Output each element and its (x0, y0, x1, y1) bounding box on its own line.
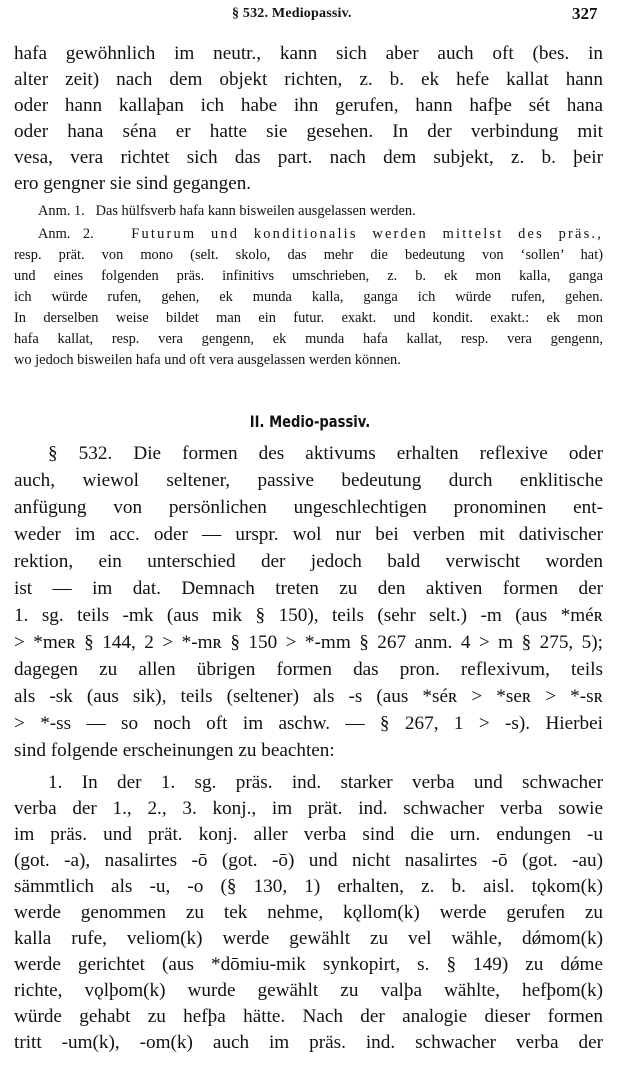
text-line: richte, vǫlþom(k) wurde gewählt zu valþa wählte, hefþom(k) (14, 980, 603, 1001)
text-line: 1. sg. teils -mk (aus mik § 150), teils (sehr selt.) -m (aus *méʀ (14, 605, 603, 626)
text-line: werde genommen zu tek nehme, kǫllom(k) werde gerufen zu (14, 902, 603, 923)
text-line: verba der 1., 2., 3. konj., im prät. ind. schwacher verba sowie (14, 798, 603, 819)
text-line: vesa, vera richtet sich das part. nach dem subjekt, z. b. þeir (14, 147, 603, 168)
note-text: Das hülfsverb hafa kann bisweilen ausgelassen werden. (95, 203, 416, 219)
text-line: (got. -a), nasalirtes -ō (got. -ō) und nicht nasalirtes -ō (got. -au) (14, 850, 603, 871)
section-heading: II. Medio-passiv. (249, 412, 371, 431)
text-line: > *-ss — so noch oft im aschw. — § 267, 1 > -s). Hierbei (14, 713, 603, 734)
text-line: ist — im dat. Demnach treten zu den aktiven formen der (14, 578, 603, 599)
text-line: tritt -um(k), -om(k) auch im präs. ind. schwacher verba der (14, 1032, 603, 1053)
text-line: sämmtlich als -u, -o (§ 130, 1) erhalten, z. b. aisl. tǫkom(k) (14, 876, 603, 897)
text-line: ero gengner sie sind gegangen. (14, 173, 252, 194)
text-line: anfügung von persönlichen ungeschlechtigen pronominen ent- (14, 497, 603, 518)
note-label: Anm. 2. (38, 226, 94, 242)
text-line: rektion, ein unterschied der jedoch bald verwischt worden (14, 551, 603, 572)
note-line: wo jedoch bisweilen hafa und oft vera ausgelassen werden können. (14, 352, 401, 368)
note-label: Anm. 1. (38, 203, 85, 219)
note-line: ich würde rufen, gehen, ek munda kalla, ganga ich würde rufen, gehen. (14, 289, 603, 305)
text-line: auch, wiewol seltener, passive bedeutung durch enklitische (14, 470, 603, 491)
text-line: würde gehabt zu hefþa hätte. Nach der analogie dieser formen (14, 1006, 603, 1027)
note-line (14, 224, 603, 245)
running-header-title: § 532. Mediopassiv. (232, 6, 352, 21)
text-line: im präs. und prät. konj. aller verba sind die urn. endungen -u (14, 824, 603, 845)
note-line: resp. prät. von mono (selt. skolo, das mehr die bedeutung von ‘sollen’ hat) (14, 247, 603, 263)
note-line: hafa kallat, resp. vera gengenn, ek munda hafa kallat, resp. vera gengenn, (14, 331, 603, 347)
note-line (14, 201, 603, 222)
text-line: hafa gewöhnlich im neutr., kann sich aber auch oft (bes. in (14, 43, 603, 64)
page-number: 327 (572, 4, 598, 23)
running-header (0, 4, 620, 26)
text-line: > *meʀ § 144, 2 > *-mʀ § 150 > *-mm § 267 anm. 4 > m § 275, 5); (14, 632, 603, 653)
text-line: als -sk (aus sik), teils (seltener) als -s (aus *séʀ > *seʀ > *-sʀ (14, 686, 603, 707)
note-line: und eines folgenden präs. infinitivs umschrieben, z. b. ek mon kalla, ganga (14, 268, 603, 284)
note-line: In derselben weise bildet man ein futur. exakt. und kondit. exakt.: ek mon (14, 310, 603, 326)
text-line: oder hana séna er hatte sie gesehen. In der verbindung mit (14, 121, 603, 142)
note-text: Futurum und konditionalis werden mittelst des präs., (131, 226, 604, 242)
text-line: 1. In der 1. sg. präs. ind. starker verba und schwacher (48, 772, 603, 793)
text-line: alter zeit) nach dem objekt richten, z. b. ek hefe kallat hann (14, 69, 603, 90)
text-line: oder hann kallaþan ich habe ihn gerufen, hann hafþe sét hana (14, 95, 603, 116)
text-line: kalla rufe, veliom(k) werde gewählt zu vel wähle, dǿmom(k) (14, 928, 603, 949)
text-line: werde gerichtet (aus *dōmiu-mik synkopirt, s. § 149) zu dǿme (14, 954, 603, 975)
text-line: weder im acc. oder — urspr. wol nur bei verben mit dativischer (14, 524, 603, 545)
text-line: § 532. Die formen des aktivums erhalten reflexive oder (48, 443, 603, 464)
text-line: dagegen zu allen übrigen formen das pron. reflexivum, teils (14, 659, 603, 680)
text-line: sind folgende erscheinungen zu beachten: (14, 740, 335, 761)
